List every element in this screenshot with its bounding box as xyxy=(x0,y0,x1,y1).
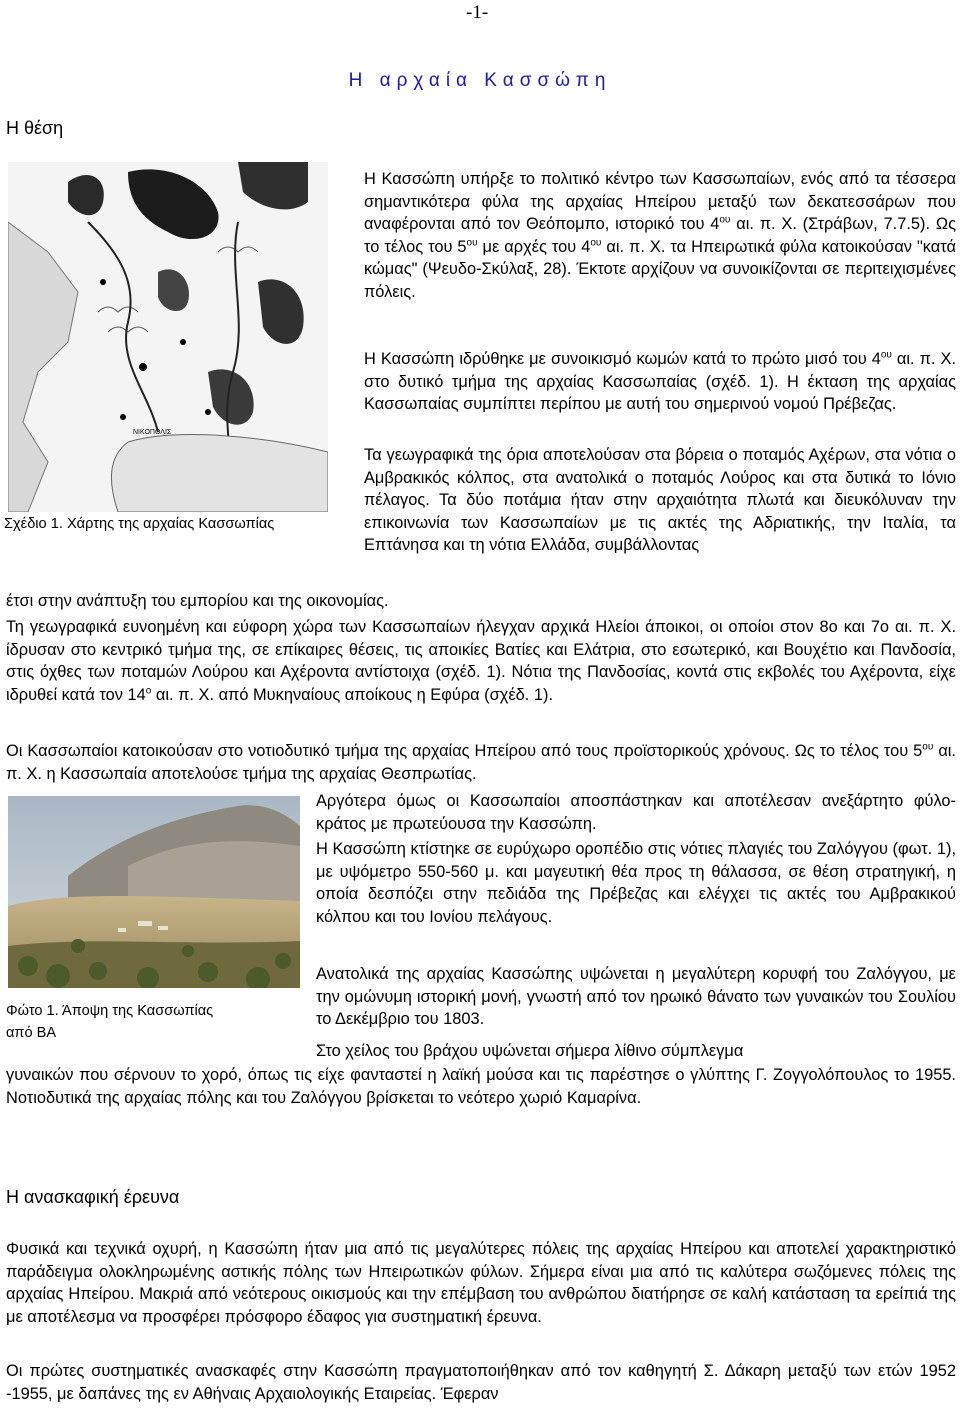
paragraph-9-continued: γυναικών που σέρνουν το χορό, όπως τις είχε φανταστεί η λαϊκή μούσα και τις παρέστησε ο γλύπτης Γ. Ζογγολόπουλος το 1955. Νοτιοδυτικά της αρχαίας πόλης και του Ζαλόγγου βρίσκεται το νεότερο χωριό Καμαρίνα. xyxy=(6,1066,956,1107)
map-image xyxy=(8,162,328,512)
paragraph-5: Οι Κασσωπαίοι κατοικούσαν στο νοτιοδυτικό τμήμα της αρχαίας Ηπείρου από τους προϊστορικούς χρόνους. Ως το τέλος του $5^{o\upsilon}$ αι. π. Χ. η Κασσωπαία αποτελούσε τμήμα της αρχαίας Θεσπρωτίας. xyxy=(6,741,956,783)
landscape-photo xyxy=(8,796,300,988)
paragraph-9: Στο χείλος του βράχου υψώνεται σήμερα λίθινο σύμπλεγμα xyxy=(316,1042,744,1060)
map-caption: Σχέδιο 1. Χάρτης της αρχαίας Κασσωπίας xyxy=(4,516,275,532)
section-heading-excavation: Η ανασκαφική έρευνα xyxy=(6,1187,180,1207)
map-label-nikopolis: ΝΙΚΟΠΟΛΙΣ xyxy=(133,429,172,436)
section-heading-location: Η θέση xyxy=(6,118,64,138)
photo-caption-line-1: Φώτο 1. Άποψη της Κασσωπίας xyxy=(6,1003,214,1019)
paragraph-6: Αργότερα όμως οι Κασσωπαίοι αποσπάστηκαν και αποτέλεσαν ανεξάρτητο φύλο-κράτος με πρωτεύουσα την Κασσώπη. xyxy=(316,792,956,833)
paragraph-7: Η Κασσώπη κτίστηκε σε ευρύχωρο οροπέδιο στις νότιες πλαγιές του Ζαλόγγου (φωτ. 1), με υψόμετρο 550-560 μ. και μαγευτική θέα προς τη θάλασσα, σε θέση στρατηγική, η οποία δεσπόζει στην πεδιάδα της Πρέβεζας και ελέγχει τις ακτές του Αμβρακικού κόλπου και του Ιονίου πελάγους. xyxy=(316,840,956,926)
photo-caption-line-2: από ΒΑ xyxy=(6,1025,57,1041)
paragraph-2: Η Κασσώπη ιδρύθηκε με συνοικισμό κωμών κατά το πρώτο μισό του $4^{o\upsilon}$ αι. π. Χ. στο δυτικό τμήμα της αρχαίας Κασσωπαίας (σχέδ. 1). Η έκταση της αρχαίας Κασσωπαίας συμπίπτει περίπου με αυτή του σημερινού νομού Πρέβεζας. xyxy=(364,349,957,414)
document-title: Η αρχαία Κασσώπη xyxy=(348,70,612,91)
paragraph-3-continued: έτσι στην ανάπτυξη του εμπορίου και της οικονομίας. xyxy=(6,592,389,610)
paragraph-8: Ανατολικά της αρχαίας Κασσώπης υψώνεται η μεγαλύτερη κορυφή του Ζαλόγγου, με την ομώνυμη ιστορική μονή, γνωστή από τον ηρωικό θάνατο των γυναικών του Σουλίου το Δεκέμβριο του 1803. xyxy=(316,965,956,1029)
paragraph-4: Τη γεωγραφικά ευνοημένη και εύφορη χώρα των Κασσωπαίων ήλεγχαν αρχικά Ηλείοι άποικοι, οι οποίοι στον 8ο και 7ο αι. π. Χ. ίδρυσαν στο κεντρικό τμήμα της, σε επίκαιρες θέσεις, τις αποικίες Βατίες και Ελάτρια, στο εσωτερικό, και Βουχέτιο και Πανδοσία, στις όχθες των ποταμών Λούρου και Αχέροντα αντίστοιχα (σχέδ. 1). Νότια της Πανδοσίας, κοντά στις εκβολές του Αχέροντα, είχε ιδρυθεί κατά τον $14^o$ αι. π. Χ. από Μυκηναίους αποίκους η Εφύρα (σχέδ. 1). xyxy=(6,618,956,704)
paragraph-1: Η Κασσώπη υπήρξε το πολιτικό κέντρο των Κασσωπαίων, ενός από τα τέσσερα σημαντικότερα φύλα της αρχαίας Ηπείρου μεταξύ των δεκατεσσάρων που αναφέρονται από τον Θεόπομπο, ιστορικό του $4^{o\upsilon}$ αι. π. Χ. (Στράβων, 7.7.5). Ως το τέλος του $5^{o\upsilon}$ με αρχές του $4^{o\upsilon}$ αι. π. Χ. τα Ηπειρωτικά φύλα κατοικούσαν "κατά κώμας" (Ψευδο-Σκύλαξ, 28). Έκτοτε αρχίζουν να συνοικίζονται σε περιτειχισμένες πόλεις. xyxy=(364,170,957,301)
map-figure xyxy=(8,162,328,512)
paragraph-3: Τα γεωγραφικά της όρια αποτελούσαν στα βόρεια ο ποταμός Αχέρων, στα νότια ο Αμβρακικός κόλπος, στα ανατολικά ο ποταμός Λούρος και στα δυτικά το Ιόνιο πέλαγος. Τα δύο ποτάμια ήταν στην αρχαιότητα πλωτά και διευκόλυναν την επικοινωνία των Κασσωπαίων με τις ακτές της Αδριατικής, την Ιταλία, τα Επτάνησα και τη νότια Ελλάδα, συμβάλλοντας xyxy=(364,446,956,555)
photo-figure xyxy=(8,796,300,988)
paragraph-11: Οι πρώτες συστηματικές ανασκαφές στην Κασσώπη πραγματοποιήθηκαν από τον καθηγητή Σ. Δάκαρη μεταξύ των ετών 1952 -1955, με δαπάνες της εν Αθήναις Αρχαιολογικής Εταιρείας. Έφεραν xyxy=(6,1362,956,1403)
page-number: -1- xyxy=(466,2,489,23)
paragraph-10: Φυσικά και τεχνικά οχυρή, η Κασσώπη ήταν μια από τις μεγαλύτερες πόλεις της αρχαίας Ηπείρου και αποτελεί χαρακτηριστικό παράδειγμα ολοκληρωμένης αστικής πόλης των Ηπειρωτικών φύλων. Σήμερα είναι μια από τις καλύτερα σωζόμενες πόλεις της αρχαίας Ηπείρου. Μακριά από νεότερους οικισμούς και την επέμβαση του ανθρώπου διατήρησε σε καλή κατάσταση τα ερείπιά της με αποτέλεσμα να προσφέρει πρόσφορο έδαφος για συστηματική έρευνα. xyxy=(6,1240,956,1326)
